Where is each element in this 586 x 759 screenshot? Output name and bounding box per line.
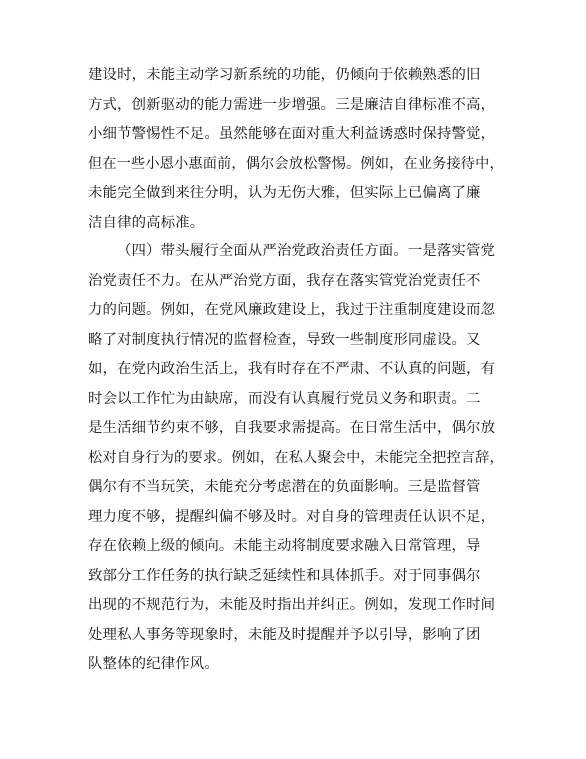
- text-line: 治党责任不力。在从严治党方面，我存在落实管党治党责任不: [88, 272, 481, 289]
- text-line: 方式，创新驱动的能力需进一步增强。三是廉洁自律标准不高，: [88, 96, 496, 113]
- text-line: 洁自律的高标准。: [88, 214, 205, 231]
- text-line: 建设时，未能主动学习新系统的功能，仍倾向于依赖熟悉的旧: [88, 67, 481, 83]
- section-heading-line: （四）带头履行全面从严治党政治责任方面。一是落实管党: [117, 243, 496, 259]
- text-line: 略了对制度执行情况的监督检查，导致一些制度形同虚设。又: [88, 331, 481, 348]
- paragraph-section-four: [88, 237, 508, 680]
- text-line: 小细节警惕性不足。虽然能够在面对重大利益诱惑时保持警觉，: [88, 126, 496, 142]
- text-line: 时会以工作忙为由缺席，而没有认真履行党员义务和职责。二: [88, 390, 481, 407]
- text-line: 是生活细节约束不够，自我要求需提高。在日常生活中，偶尔放: [88, 420, 496, 436]
- text-line: 未能完全做到来往分明，认为无伤大雅，但实际上已偏离了廉: [88, 185, 481, 201]
- text-line: 力的问题。例如，在党风廉政建设上，我过于注重制度建设而忽: [88, 302, 496, 318]
- text-line: 松对自身行为的要求。例如，在私人聚会中，未能完全把控言辞，: [88, 449, 504, 466]
- text-line: 存在依赖上级的倾向。未能主动将制度要求融入日常管理，导: [88, 538, 481, 554]
- text-line: 理力度不够，提醒纠偏不够及时。对自身的管理责任认识不足，: [88, 508, 496, 525]
- text-line: 致部分工作任务的执行缺乏延续性和具体抓手。对于同事偶尔: [88, 567, 481, 584]
- text-line: 偶尔有不当玩笑，未能充分考虑潜在的负面影响。三是监督管: [88, 479, 481, 495]
- text-line: 如，在党内政治生活上，我有时存在不严肃、不认真的问题，有: [88, 361, 496, 377]
- paragraph-integrity: [88, 61, 508, 238]
- text-line: 但在一些小恩小惠面前，偶尔会放松警惕。例如，在业务接待中，: [88, 155, 504, 172]
- text-line: 队整体的纪律作风。: [88, 656, 219, 672]
- text-line: 处理私人事务等现象时，未能及时提醒并予以引导，影响了团: [88, 626, 481, 643]
- text-line: 出现的不规范行为，未能及时指出并纠正。例如，发现工作时间: [88, 597, 496, 613]
